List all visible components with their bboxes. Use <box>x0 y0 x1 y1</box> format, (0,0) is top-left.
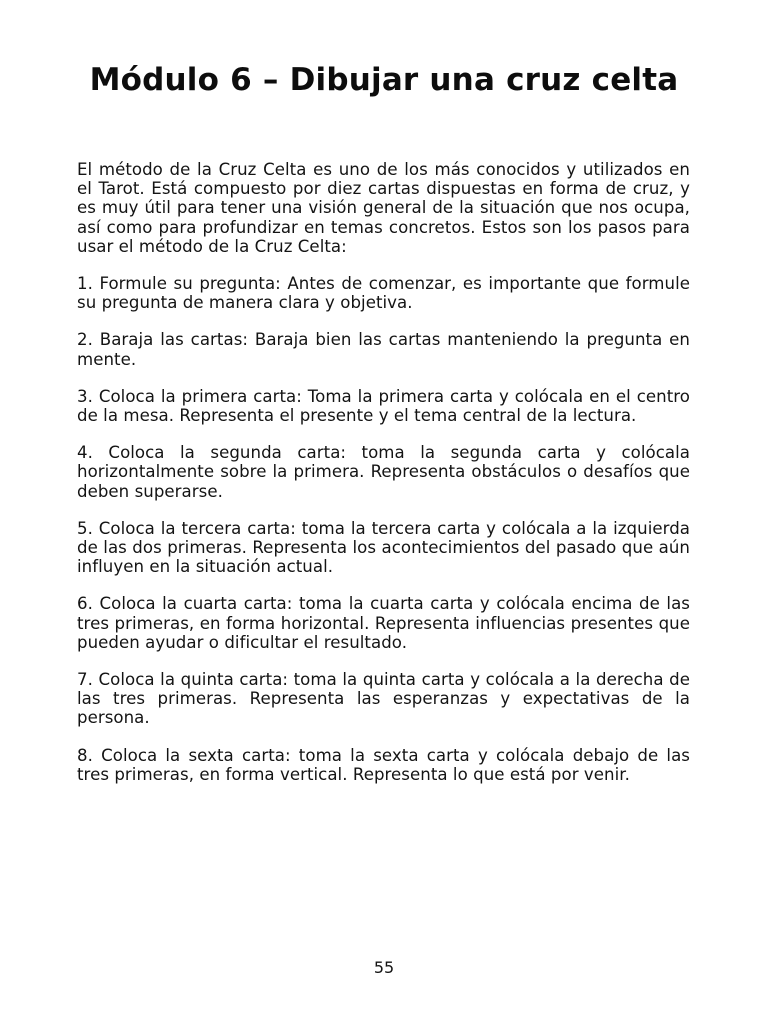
paragraph-step-1: 1. Formule su pregunta: Antes de comenzar, es importante que formule su pregunta de manera clara y objetiva. <box>77 274 690 313</box>
paragraph-intro: El método de la Cruz Celta es uno de los más conocidos y utilizados en el Tarot. Está compuesto por diez cartas dispuestas en forma de cruz, y es muy útil para tener una visión general de la situación que nos ocupa, así como para profundizar en temas concretos. Estos son los pasos para usar el método de la Cruz Celta: <box>77 160 690 256</box>
body-text <box>77 160 690 802</box>
paragraph-step-6: 6. Coloca la cuarta carta: toma la cuarta carta y colócala encima de las tres primeras, en forma horizontal. Representa influencias presentes que pueden ayudar o dificultar el resultado. <box>77 594 690 652</box>
paragraph-step-5: 5. Coloca la tercera carta: toma la tercera carta y colócala a la izquierda de las dos primeras. Representa los acontecimientos del pasado que aún influyen en la situación actual. <box>77 518 690 577</box>
page-title: Módulo 6 – Dibujar una cruz celta <box>89 62 679 98</box>
paragraph-step-2: 2. Baraja las cartas: Baraja bien las cartas manteniendo la pregunta en mente. <box>77 330 690 369</box>
page-number: 55 <box>373 958 395 977</box>
paragraph-step-8: 8. Coloca la sexta carta: toma la sexta carta y colócala debajo de las tres primeras, en forma vertical. Representa lo que está por venir. <box>77 745 690 784</box>
paragraph-step-4: 4. Coloca la segunda carta: toma la segunda carta y colócala horizontalmente sobre la primera. Representa obstáculos o desafíos que deben superarse. <box>77 443 690 501</box>
paragraph-step-7: 7. Coloca la quinta carta: toma la quinta carta y colócala a la derecha de las tres primeras. Representa las esperanzas y expectativas de la persona. <box>77 670 690 728</box>
paragraph-step-3: 3. Coloca la primera carta: Toma la primera carta y colócala en el centro de la mesa. Representa el presente y el tema central de la lectura. <box>77 386 690 426</box>
